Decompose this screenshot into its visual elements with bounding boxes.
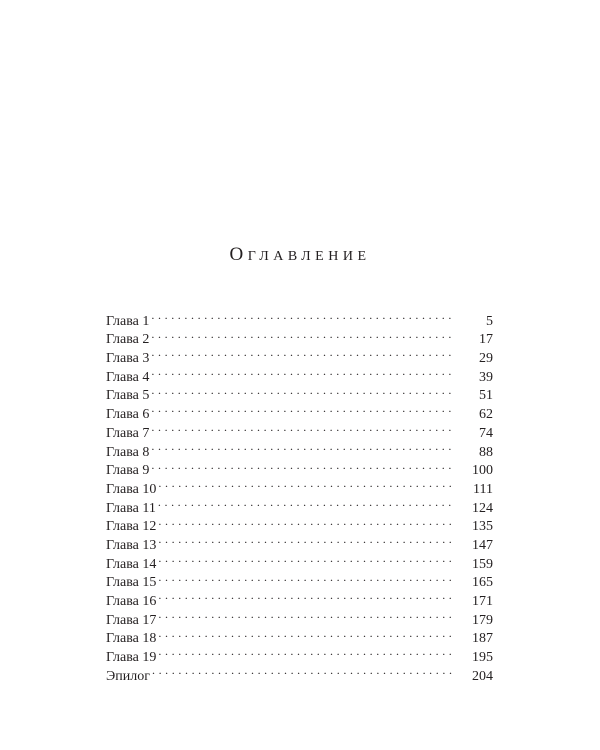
toc-entry-label: Глава 14 [106, 556, 157, 572]
toc-leader-dots [158, 549, 453, 568]
toc-entry[interactable] [106, 493, 493, 516]
toc-entry-label: Глава 13 [106, 537, 157, 553]
toc-entry-label: Глава 8 [106, 444, 150, 460]
toc-entry-page: 62 [479, 407, 493, 423]
toc-entry-page: 74 [479, 425, 493, 441]
toc-entry[interactable] [106, 362, 493, 385]
toc-entry[interactable] [106, 530, 493, 553]
toc-leader-dots [151, 418, 453, 437]
toc-entry-page: 179 [472, 612, 493, 628]
toc-entry-page: 17 [479, 332, 493, 348]
toc-entry[interactable] [106, 605, 493, 628]
toc-title-initial: О [229, 244, 248, 265]
toc-entry-label: Глава 12 [106, 519, 157, 535]
toc-entry-label: Глава 11 [106, 500, 156, 516]
toc-leader-dots [151, 343, 453, 362]
toc-leader-dots [158, 624, 453, 643]
toc-leader-dots [158, 642, 453, 661]
toc-title [0, 244, 600, 266]
toc-leader-dots [152, 661, 453, 680]
toc-entry-page: 51 [479, 388, 493, 404]
toc-entry-label: Глава 3 [106, 351, 150, 367]
toc-entry-label: Глава 15 [106, 575, 157, 591]
toc-entry[interactable] [106, 325, 493, 348]
toc-entry-label: Глава 10 [106, 481, 157, 497]
toc-title-rest: ГЛАВЛЕНИЕ [247, 249, 371, 264]
toc-entry[interactable] [106, 306, 493, 329]
toc-entry-page: 124 [472, 500, 493, 516]
toc-entry-label: Глава 19 [106, 650, 157, 666]
toc-entry-label: Глава 7 [106, 425, 150, 441]
toc-entry[interactable] [106, 399, 493, 423]
toc-leader-dots [151, 381, 453, 400]
toc-entry-page: 187 [472, 631, 493, 647]
toc-leader-dots [151, 399, 453, 418]
toc-entry[interactable] [106, 418, 493, 441]
toc-leader-dots [158, 530, 453, 549]
toc-entry-label: Глава 16 [106, 594, 157, 609]
toc-leader-dots [158, 568, 453, 587]
toc-leader-dots [151, 456, 453, 475]
toc-entry-label: Глава 17 [106, 612, 157, 628]
toc-leader-dots [151, 306, 453, 325]
toc-entry[interactable] [106, 549, 493, 572]
toc-entry-page: 147 [472, 537, 493, 553]
toc-entry[interactable] [106, 586, 493, 609]
toc-entry-label: Глава 5 [106, 388, 150, 404]
toc-entry-label: Глава 6 [106, 407, 150, 423]
toc-leader-dots [151, 362, 453, 381]
toc-entry-label: Глава 9 [106, 463, 150, 479]
toc-entry-page: 39 [479, 369, 493, 385]
toc-entry-page: 111 [473, 481, 493, 497]
toc-entry-page: 100 [472, 463, 493, 479]
toc-entry-page: 171 [472, 594, 493, 609]
toc-entry-page: 204 [472, 668, 493, 684]
toc-entry[interactable] [106, 343, 493, 367]
toc-entry-page: 135 [472, 519, 493, 535]
toc-leader-dots [151, 325, 453, 344]
toc-leader-dots [158, 474, 453, 493]
toc-entry[interactable] [106, 642, 493, 666]
toc-entry[interactable] [106, 512, 493, 535]
toc-entry-page: 5 [486, 313, 493, 329]
toc-entry-label: Глава 4 [106, 369, 150, 385]
toc-entry-label: Глава 2 [106, 332, 150, 348]
toc-entry-page: 88 [479, 444, 493, 460]
toc-entry-page: 159 [472, 556, 493, 572]
toc-leader-dots [158, 586, 453, 605]
toc-entry-label: Глава 1 [106, 313, 150, 329]
toc-entry-label: Эпилог [106, 668, 150, 684]
toc-leader-dots [151, 437, 453, 456]
toc-leader-dots [158, 605, 453, 624]
toc-leader-dots [158, 493, 453, 512]
toc-entry[interactable] [106, 624, 493, 647]
toc-entry-page: 165 [472, 575, 493, 591]
toc-entry-epilogue[interactable] [106, 661, 493, 684]
toc-entry[interactable] [106, 437, 493, 460]
toc-entry[interactable] [106, 474, 493, 497]
toc-leader-dots [158, 512, 453, 531]
toc-entry-label: Глава 18 [106, 631, 157, 647]
toc-entry[interactable] [106, 456, 493, 479]
toc-entry[interactable] [106, 568, 493, 591]
toc-entry-page: 29 [479, 351, 493, 367]
toc-entry[interactable] [106, 381, 493, 404]
toc-entry-page: 195 [472, 650, 493, 666]
toc-list [106, 306, 493, 684]
